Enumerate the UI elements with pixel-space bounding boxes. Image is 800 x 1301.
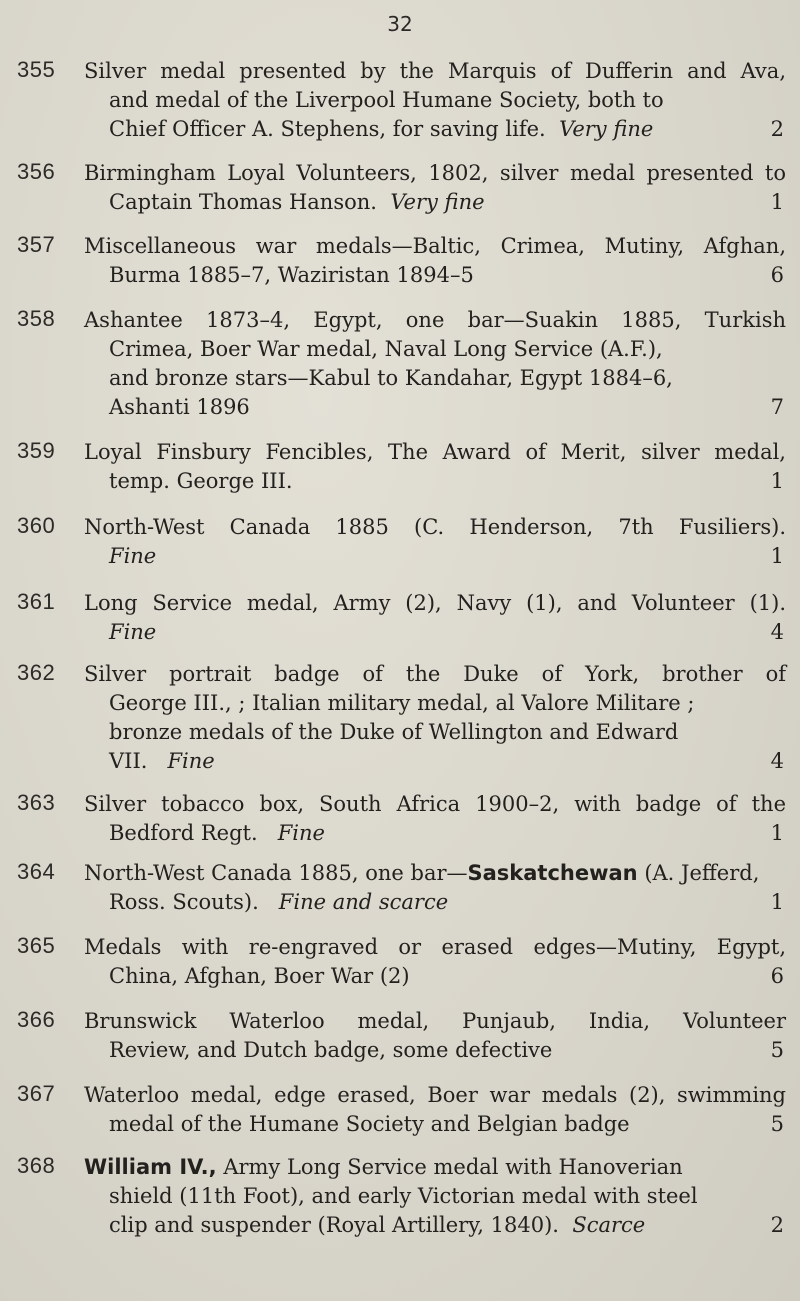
lot-number: 367 xyxy=(17,1081,56,1106)
lot-quantity: 6 xyxy=(770,263,784,287)
lot-description xyxy=(84,159,786,217)
description-line-final xyxy=(84,888,786,917)
lot-description xyxy=(84,1081,786,1139)
lot-quantity: 4 xyxy=(770,620,784,644)
description-text: Army Long Service medal with Hanoverian xyxy=(216,1155,683,1179)
lot-quantity: 1 xyxy=(770,190,784,214)
lot-number: 363 xyxy=(17,790,56,815)
lot-quantity: 2 xyxy=(770,1213,784,1237)
lot-number: 360 xyxy=(17,513,56,538)
description-line xyxy=(84,859,786,888)
description-line-final xyxy=(84,618,786,647)
description-line: and bronze stars—Kabul to Kandahar, Egypt 1884–6, xyxy=(109,366,673,390)
description-line: Silver portrait badge of the Duke of York, brother of xyxy=(84,662,786,686)
lot-description xyxy=(84,933,786,991)
description-line: and medal of the Liverpool Humane Society, both to xyxy=(109,88,664,112)
description-line-final xyxy=(84,467,786,496)
lot-description xyxy=(84,1007,786,1065)
lot-description xyxy=(84,306,786,422)
lot-quantity: 7 xyxy=(770,395,784,419)
description-line: bronze medals of the Duke of Wellington and Edward xyxy=(109,720,679,744)
condition-grade: Scarce xyxy=(572,1213,646,1237)
lot-description xyxy=(84,1153,786,1240)
page-number: 32 xyxy=(387,12,413,36)
description-line: Birmingham Loyal Volunteers, 1802, silver medal presented to xyxy=(84,161,786,185)
description-line-final xyxy=(84,747,786,776)
lot-quantity: 5 xyxy=(770,1112,784,1136)
lot-description xyxy=(84,513,786,571)
description-text: Ross. Scouts). xyxy=(109,890,259,914)
description-line-final xyxy=(84,261,786,290)
description-text: Burma 1885–7, Waziristan 1894–5 xyxy=(109,263,474,287)
description-line-final xyxy=(84,819,786,848)
lot-number: 362 xyxy=(17,660,56,685)
description-line xyxy=(84,1153,786,1182)
lot-description xyxy=(84,859,786,917)
description-text: Ashanti 1896 xyxy=(109,395,250,419)
condition-grade: Fine xyxy=(277,821,325,845)
lot-description xyxy=(84,232,786,290)
lot-description xyxy=(84,57,786,144)
description-text: Bedford Regt. xyxy=(109,821,258,845)
description-line: George III., ; Italian military medal, al Valore Militare ; xyxy=(109,691,695,715)
description-text: temp. George III. xyxy=(109,469,293,493)
description-text: clip and suspender (Royal Artillery, 1840). xyxy=(109,1213,559,1237)
lot-number: 358 xyxy=(17,306,56,331)
description-line: North-West Canada 1885 (C. Henderson, 7th Fusiliers). xyxy=(84,515,786,539)
lot-quantity: 1 xyxy=(770,544,784,568)
condition-grade: Very fine xyxy=(559,117,654,141)
description-text: (A. Jefferd, xyxy=(637,861,760,885)
description-line-final xyxy=(84,1036,786,1065)
lot-number: 364 xyxy=(17,859,56,884)
lot-quantity: 5 xyxy=(770,1038,784,1062)
description-text: medal of the Humane Society and Belgian badge xyxy=(109,1112,630,1136)
lot-quantity: 2 xyxy=(770,117,784,141)
description-line-final xyxy=(84,1211,786,1240)
description-text: China, Afghan, Boer War (2) xyxy=(109,964,410,988)
description-line-final xyxy=(84,393,786,422)
monarch-name: William IV., xyxy=(84,1155,217,1179)
description-line: shield (11th Foot), and early Victorian medal with steel xyxy=(109,1184,698,1208)
description-line: Silver medal presented by the Marquis of Dufferin and Ava, xyxy=(84,59,786,83)
lot-quantity: 1 xyxy=(770,469,784,493)
description-line-final xyxy=(84,188,786,217)
lot-description xyxy=(84,660,786,776)
lot-number: 355 xyxy=(17,57,56,82)
description-line-final xyxy=(84,542,786,571)
description-line: Ashantee 1873–4, Egypt, one bar—Suakin 1885, Turkish xyxy=(84,308,786,332)
description-line: Crimea, Boer War medal, Naval Long Service (A.F.), xyxy=(109,337,663,361)
condition-grade: Fine xyxy=(167,749,215,773)
description-line-final xyxy=(84,115,786,144)
description-text: VII. xyxy=(109,749,148,773)
description-line: Silver tobacco box, South Africa 1900–2, with badge of the xyxy=(84,792,786,816)
lot-number: 365 xyxy=(17,933,56,958)
condition-grade: Very fine xyxy=(390,190,485,214)
description-text: Captain Thomas Hanson. xyxy=(109,190,377,214)
lot-number: 356 xyxy=(17,159,56,184)
condition-grade: Fine xyxy=(109,620,157,644)
description-text: Chief Officer A. Stephens, for saving life. xyxy=(109,117,546,141)
lot-description xyxy=(84,438,786,496)
description-line: Long Service medal, Army (2), Navy (1), and Volunteer (1). xyxy=(84,591,786,615)
lot-quantity: 1 xyxy=(770,890,784,914)
description-line: Miscellaneous war medals—Baltic, Crimea, Mutiny, Afghan, xyxy=(84,234,786,258)
description-line-final xyxy=(84,1110,786,1139)
lot-quantity: 1 xyxy=(770,821,784,845)
description-line: Waterloo medal, edge erased, Boer war medals (2), swimming xyxy=(84,1083,786,1107)
description-text: Review, and Dutch badge, some defective xyxy=(109,1038,553,1062)
lot-number: 359 xyxy=(17,438,56,463)
description-line: Medals with re-engraved or erased edges—Mutiny, Egypt, xyxy=(84,935,786,959)
lot-description xyxy=(84,589,786,647)
condition-grade: Fine and scarce xyxy=(278,890,449,914)
lot-number: 361 xyxy=(17,589,56,614)
lot-number: 366 xyxy=(17,1007,56,1032)
description-line: Loyal Finsbury Fencibles, The Award of Merit, silver medal, xyxy=(84,440,786,464)
lot-description xyxy=(84,790,786,848)
description-text: North-West Canada 1885, one bar— xyxy=(84,861,468,885)
description-line: Brunswick Waterloo medal, Punjaub, India, Volunteer xyxy=(84,1009,786,1033)
lot-number: 368 xyxy=(17,1153,56,1178)
lot-quantity: 4 xyxy=(770,749,784,773)
description-line-final xyxy=(84,962,786,991)
lot-number: 357 xyxy=(17,232,56,257)
lot-quantity: 6 xyxy=(770,964,784,988)
condition-grade: Fine xyxy=(109,544,157,568)
bar-name: Saskatchewan xyxy=(467,861,638,885)
